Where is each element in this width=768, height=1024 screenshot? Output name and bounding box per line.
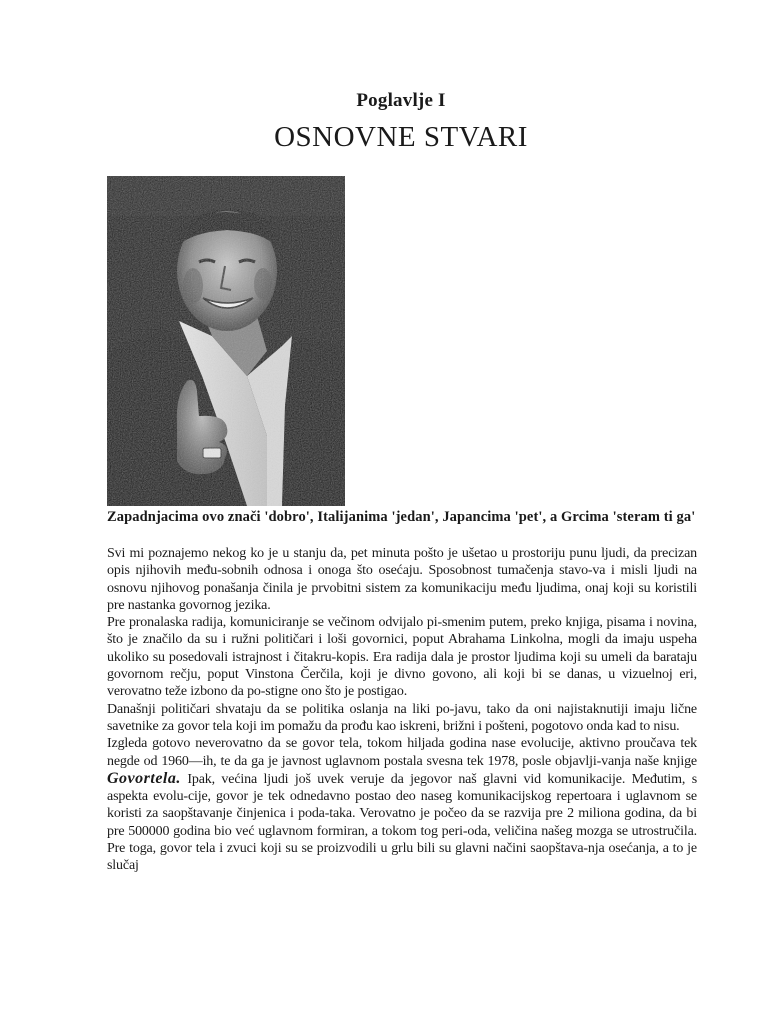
paragraph: Pre pronalaska radija, komuniciranje se večinom odvijalo pi-smenim putem, preko knjiga, pisama i novina, što je značilo da su i ružni političari i loši govornici, poput Abrahama Linkolna, mogli da imaju uspeha ukoliko su posedovali istrajnost i čitakru-kopis. Era radija dala je prostor ljudima koji su umeli da barataju govornom rečju, poput Vinstona Čerčila, koji je divno govono, ali koji bi se danas, u vizuelnoj eri, verovatno teže izbono da po-stigne ono što je postigao.	[107, 615, 697, 700]
body-text	[107, 545, 697, 875]
paragraph-text: Izgleda gotovo neverovatno da se govor tela, tokom hiljada godina nase evolucije, aktivno proučava tek negde od 1960—ih, te da ga je javnost uglavnom postala svesna tek 1978, posle objavlji-vanja naše knjige	[107, 736, 697, 769]
book-title: Govortela.	[107, 769, 181, 787]
portrait-photo	[107, 176, 345, 506]
chapter-label: Poglavlje I	[356, 90, 446, 111]
photo-caption: Zapadnjacima ovo znači 'dobro', Italijanima 'jedan', Japancima 'pet', a Grcima 'steram ti ga'	[107, 509, 696, 525]
chapter-title: OSNOVNE STVARI	[274, 121, 528, 153]
paragraph: Današnji političari shvataju da se politika oslanja na liki po-javu, tako da oni najistaknutiji imaju lične savetnike za govor tela koji im pomažu da prođu kao iskreni, brižni i pošteni, pogotovo onda kad to nisu.	[107, 701, 697, 734]
paragraph	[107, 735, 697, 874]
paragraph: Svi mi poznajemo nekog ko je u stanju da, pet minuta pošto je ušetao u prostoriju punu ljudi, da precizan opis njihovih među-sobnih odnosa i onoga što osećaju. Sposobnost tumačenja stavo-va i misli ljudi na osnovu njihovog ponašanja činila je prvobitni sistem za komunikaciju među ljudima, onaj koji su koristili pre nastanka govornog jezika.	[107, 546, 697, 613]
paragraph-text: Ipak, većina ljudi još uvek veruje da jegovor naš glavni vid komunikacije. Međutim, s aspekta evolu-cije, govor je tek odnedavno postao deo naseg komunikacijskog repertoara i uglavnom se koristi za saopštavanje činjenica i poda-taka. Verovatno je počeo da se razvija pre 2 miliona godina, da bi pre 500000 godina bio već uglavnom formiran, a tokom tog peri-oda, veličina našeg mozga se utrostručila. Pre toga, govor tela i zvuci koji su se proizvodili u grlu bili su glavni načini saopštava-nja osećanja, a to je slučaj	[107, 771, 697, 874]
